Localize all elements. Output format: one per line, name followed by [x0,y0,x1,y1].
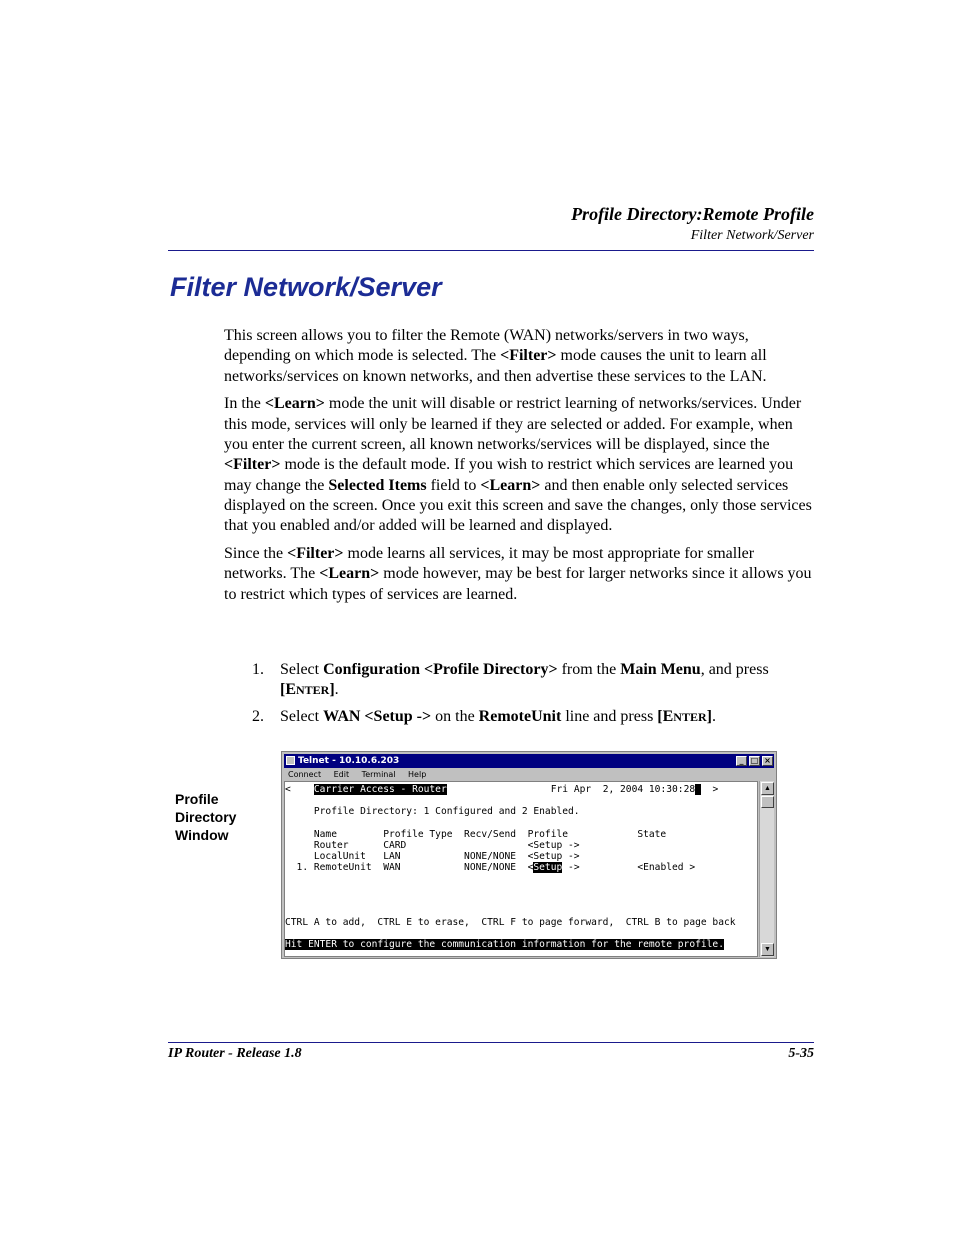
maximize-icon[interactable]: □ [750,756,759,765]
step-2: 2. Select WAN <Setup -> on the RemoteUnit line and press [ENTER]. [252,707,716,725]
running-header-title: Profile Directory:Remote Profile [571,204,814,224]
telnet-menubar [284,769,774,781]
scroll-thumb[interactable] [761,796,774,808]
body-text [224,326,814,612]
telnet-window [281,751,777,959]
setup-selection[interactable]: Setup [533,862,563,873]
terminal-row-localunit: LocalUnit LAN NONE/NONE <Setup -> [285,851,580,862]
section-heading: Filter Network/Server [170,272,442,302]
menu-terminal[interactable]: Terminal [361,770,396,779]
paragraph-mode-comparison: Since the <Filter> mode learns all services, it may be most appropriate for smaller networks. The <Learn> mode however, may be best for larger networks since it allows you to restrict which types of services are learned. [224,544,812,603]
terminal-status-line: Hit ENTER to configure the communication information for the remote profile. [285,939,724,950]
terminal-line-shortcuts: CTRL A to add, CTRL E to erase, CTRL F to page forward, CTRL B to page back [285,917,736,928]
terminal-line-header: < Carrier Access - Router Fri Apr 2, 2004 10:30:28 > [285,784,719,795]
footer-rule [168,1042,814,1043]
terminal-line-columns: Name Profile Type Recv/Send Profile State [285,829,667,840]
figure-caption: Profile Directory Window [175,791,237,843]
scroll-up-icon[interactable]: ▲ [761,782,774,795]
page-number: 5-35 [788,1046,814,1061]
menu-help[interactable]: Help [408,770,427,779]
terminal-scrollbar[interactable] [759,781,774,957]
running-header-subtitle: Filter Network/Server [690,228,814,243]
footer-product: IP Router - Release 1.8 [168,1046,302,1061]
router-title: Carrier Access - Router [313,784,447,795]
paragraph-filter-intro: This screen allows you to filter the Remote (WAN) networks/servers in two ways, depending on which mode is selected. The <Filter> mode causes the unit to learn all networks/services on known networks, and then advertise these services to the LAN. [224,327,767,385]
minimize-icon[interactable]: _ [736,756,747,766]
terminal-line-summary: Profile Directory: 1 Configured and 2 Enabled. [285,806,580,817]
terminal-row-router: Router CARD <Setup -> [285,840,580,851]
terminal-row-remoteunit: 1. RemoteUnit WAN NONE/NONE <Setup -> <Enabled > [285,862,696,873]
close-icon[interactable]: × [762,756,773,766]
telnet-window-title: Telnet - 10.10.6.203 [298,756,400,766]
procedure-steps [252,660,814,733]
terminal-screen[interactable] [284,781,758,957]
paragraph-learn-mode: In the <Learn> mode the unit will disable or restrict learning of networks/services. Under this mode, services will only be learned if they are selected or added. For example, when you enter the current screen, all known networks/services will be displayed, since the <Filter> mode is the default mode. If you wish to restrict which services are learned you may change the Selected Items field to <Learn> and then enable only selected services displayed on the screen. Once you exit this screen and save the changes, only those services that you enabled and/or added will be learned and displayed. [224,395,812,535]
telnet-titlebar[interactable] [284,754,774,768]
telnet-app-icon[interactable] [286,756,295,765]
menu-connect[interactable]: Connect [288,770,322,779]
menu-edit[interactable]: Edit [333,770,350,779]
header-rule [168,250,814,251]
scroll-down-icon[interactable]: ▼ [761,943,774,956]
step-1: 1. Select Configuration <Profile Directory> from the Main Menu, and press [ENTER]. [252,661,769,699]
